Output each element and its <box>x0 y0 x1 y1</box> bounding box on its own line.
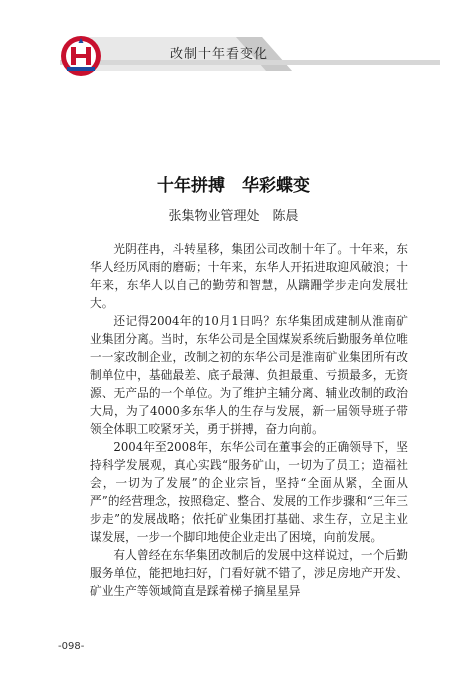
paragraph-4: 有人曾经在东华集团改制后的发展中这样说过，一个后勤服务单位，能把地扫好，门看好就不错了，涉足房地产开发、矿业生产等领域简直是踩着梯子摘星星异 <box>90 548 408 598</box>
page-number: -098- <box>58 641 85 652</box>
paragraph-1: 光阴荏冉，斗转星移，集团公司改制十年了。十年来，东华人经历风雨的磨砺；十年来，东华人开拓进取迎风破浪；十年来，东华人以自己的勤劳和智慧，从蹒跚学步走向发展壮大。 <box>90 242 408 310</box>
paragraph-2: 还记得2004年的10月1日吗？东华集团成建制从淮南矿业集团分离。当时，东华公司是全国煤炭系统后勤服务单位唯一一家改制企业，改制之初的东华公司是淮南矿业集团所有改制单位中，基础最差、底子最薄、负担最重、亏损最多，无资源、无产品的一个单位。为了维护主辅分离、辅业改制的政治大局，为了4000多东华人的生存与发展，新一届领导班子带领全体职工咬紧牙关，勇于拼搏，奋力向前。 <box>90 314 408 436</box>
article-body <box>90 240 408 600</box>
article-byline: 张集物业管理处 陈晨 <box>168 209 299 224</box>
paragraph-3: 2004年至2008年，东华公司在董事会的正确领导下，坚持科学发展观，真心实践“服务矿山，一切为了员工；造福社会，一切为了发展”的企业宗旨，坚持“全面从紧，全面从严”的经营理念，按照稳定、整合、发展的工作步骤和“三年三步走”的发展战略；依托矿业集团打基础、求生存，立足主业谋发展，一步一个脚印地使企业走出了困境，向前发展。 <box>90 440 408 544</box>
header-title: 改制十年看变化 <box>170 47 269 62</box>
article-title: 十年拼搏 华彩蝶变 <box>157 176 310 196</box>
company-logo-icon <box>58 33 104 79</box>
